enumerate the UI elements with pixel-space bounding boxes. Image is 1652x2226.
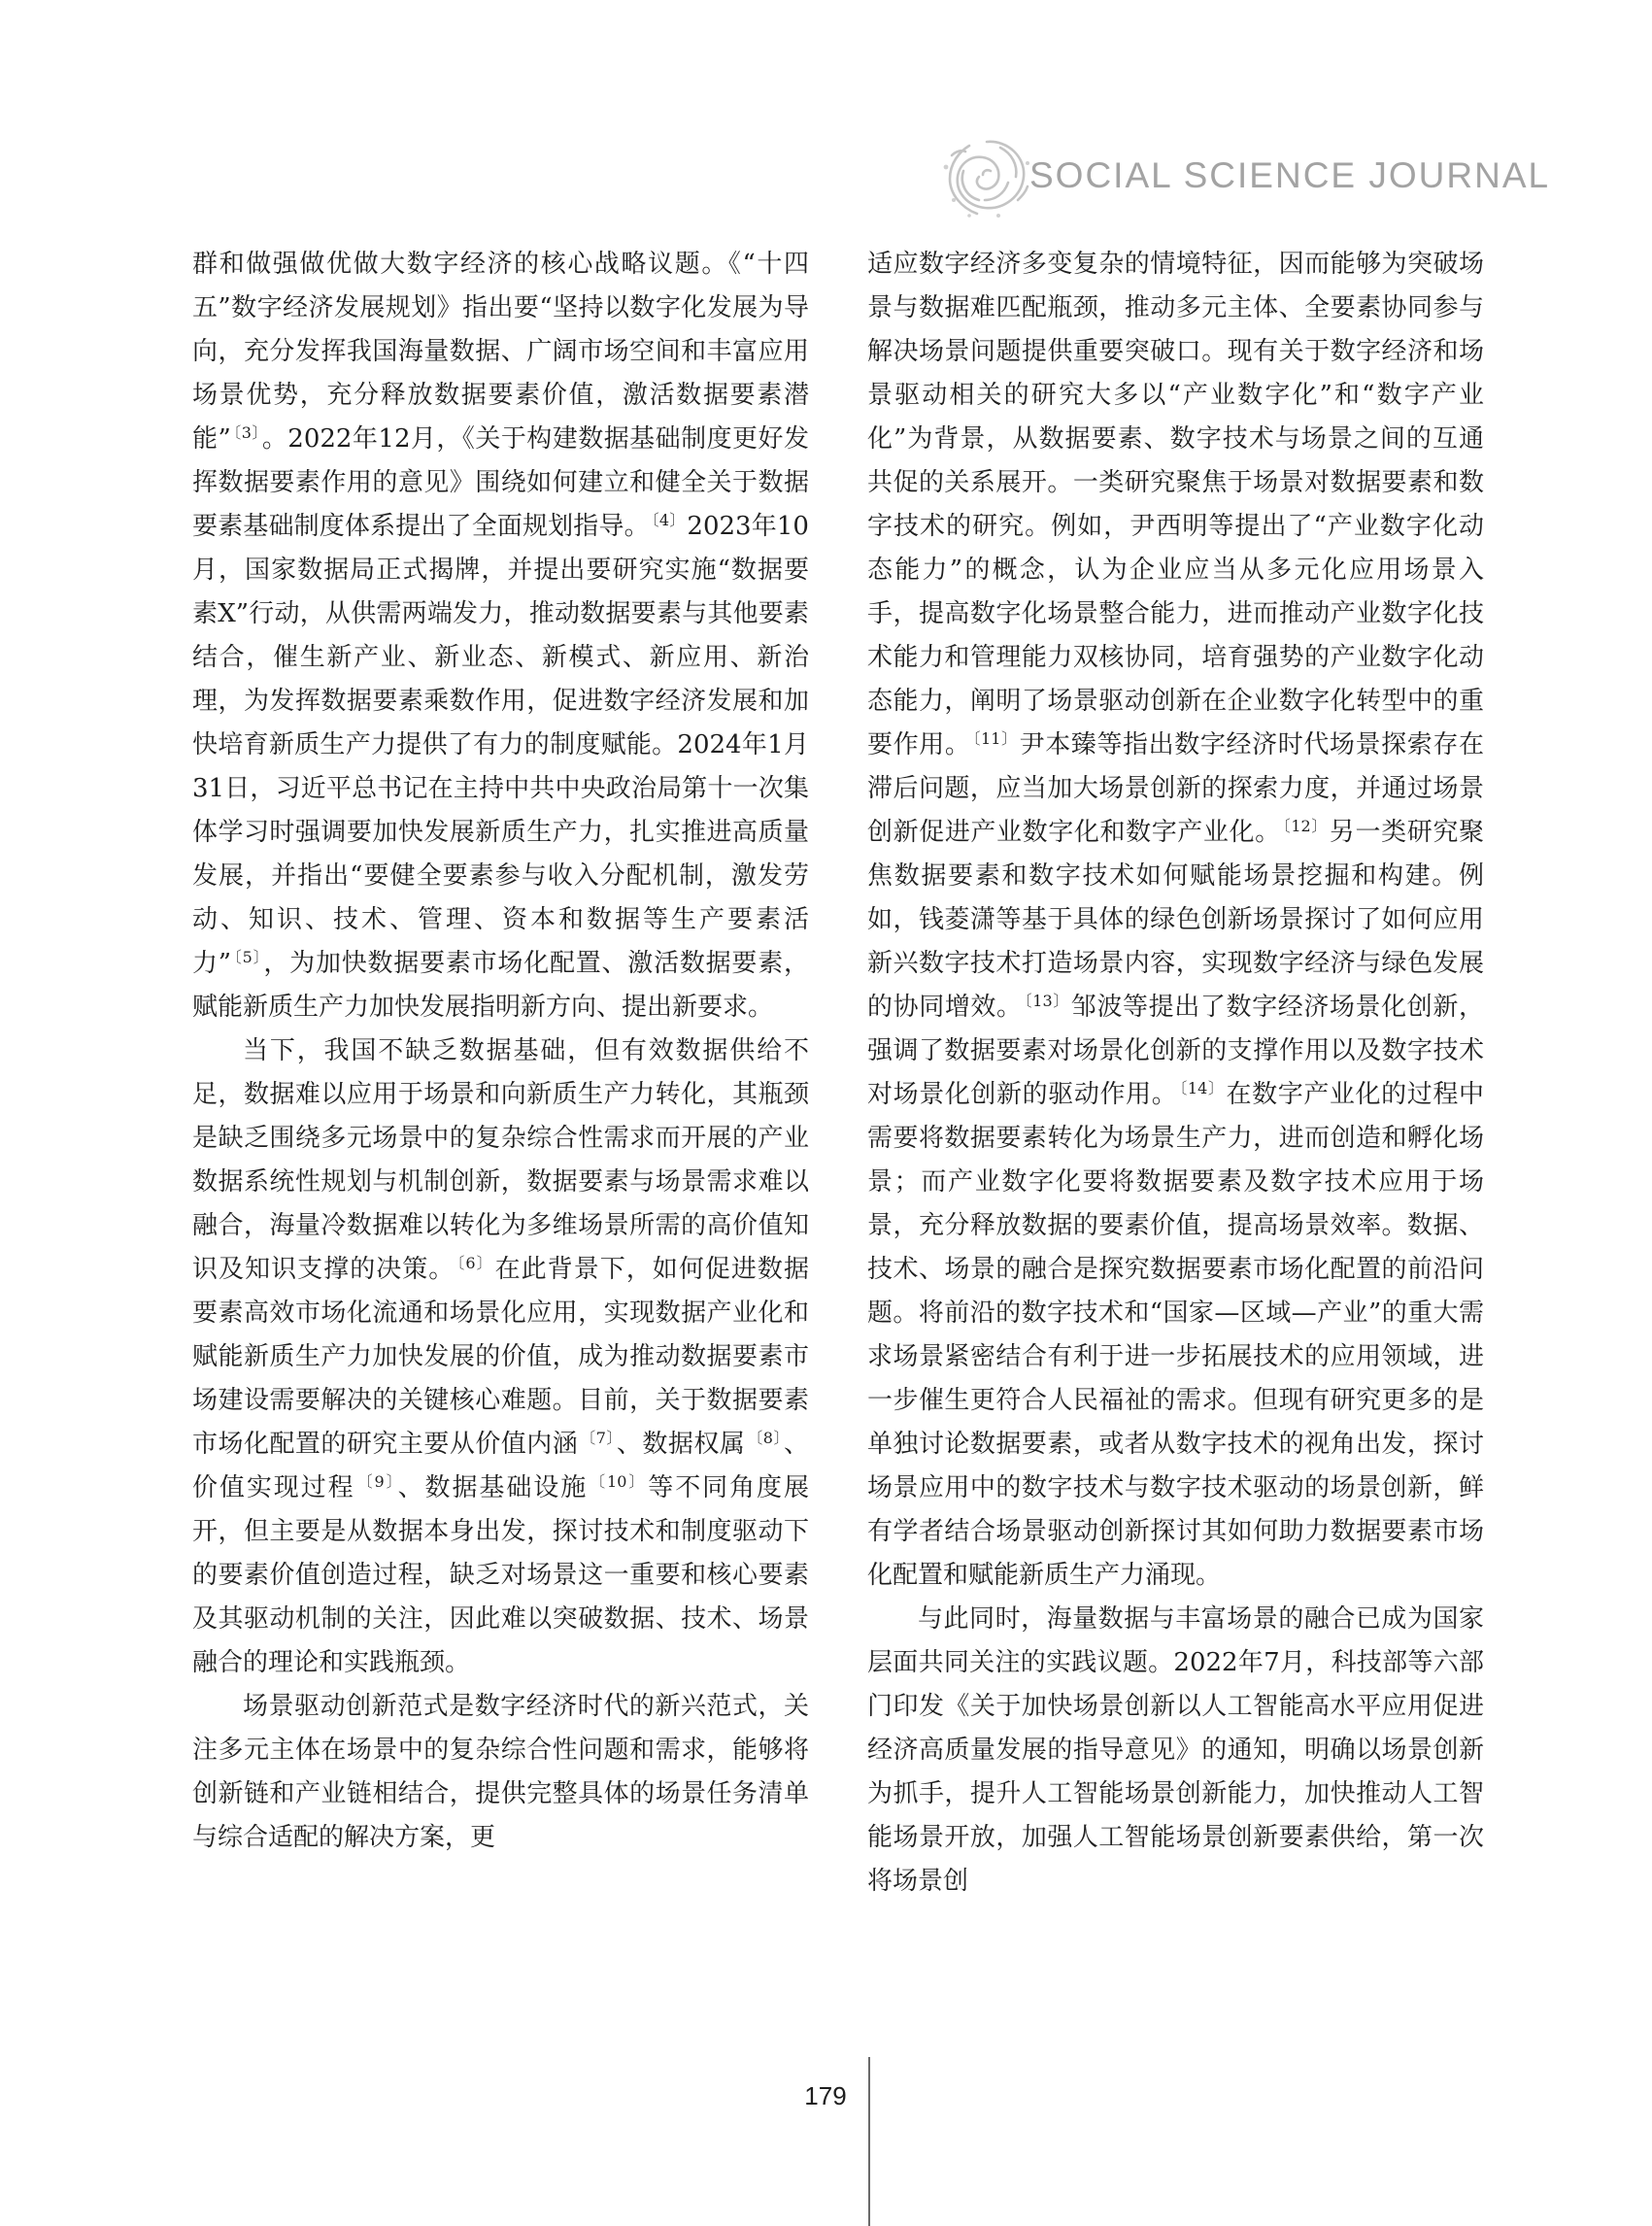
page-number: 179 [804,2081,847,2110]
body-paragraph [192,1029,809,1685]
paragraph-text: 场景驱动创新范式是数字经济时代的新兴范式，关注多元主体在场景中的复杂综合性问题和需求，能够将创新链和产业链相结合，提供完整具体的场景任务清单与综合适配的解决方案，更 [192,1692,809,1852]
paragraph-text: 在数字产业化的过程中需要将数据要素转化为场景生产力，进而创造和孵化场景；而产业数字化要将数据要素及数字技术应用于场景，充分释放数据的要素价值，提高场景效率。数据、技术、场景的融合是探究数据要素市场化配置的前沿问题。将前沿的数字技术和“国家—区域—产业”的重大需求场景紧密结合有利于进一步拓展技术的应用领域，进一步催生更符合人民福祉的需求。但现有研究更多的是单独讨论数据要素，或者从数字技术的视角出发，探讨场景应用中的数字技术与数字技术驱动的场景创新，鲜有学者结合场景驱动创新探讨其如何助力数据要素市场化配置和赋能新质生产力涌现。 [867,1080,1484,1590]
paragraph-text: 当下，我国不缺乏数据基础，但有效数据供给不足，数据难以应用于场景和向新质生产力转化，其瓶颈是缺乏围绕多元场景中的复杂综合性需求而开展的产业数据系统性规划与机制创新，数据要素与场景需求难以融合，海量冷数据难以转化为多维场景所需的高价值知识及知识支撑的决策。 [192,1036,809,1284]
body-paragraph [867,1598,1484,1904]
paragraph-text: 邹波等提出了数字经济场景化创新，强调了数据要素对场景化创新的支撑作用以及数字技术对场景化创新的驱动作用。 [867,993,1484,1109]
paragraph-text: 另一类研究聚焦数据要素和数字技术如何赋能场景挖掘和构建。例如，钱菱潇等基于具体的绿色创新场景探讨了如何应用新兴数字技术打造场景内容，实现数字经济与绿色发展的协同增效。 [867,818,1484,1022]
citation-marker: 〔13〕 [1024,992,1069,1010]
citation-marker: 〔4〕 [651,511,686,529]
paragraph-text: 适应数字经济多变复杂的情境特征，因而能够为突破场景与数据难匹配瓶颈，推动多元主体、全要素协同参与解决场景问题提供重要突破口。现有关于数字经济和场景驱动相关的研究大多以“产业数字化”和“数字产业化”为背景，从数据要素、数字技术与场景之间的互通共促的关系展开。一类研究聚焦于场景对数据要素和数字技术的研究。例如，尹西明等提出了“产业数字化动态能力”的概念，认为企业应当从多元化应用场景入手，提高数字化场景整合能力，进而推动产业数字化技术能力和管理能力双核协同，培育强势的产业数字化动态能力，阐明了场景驱动创新在企业数字化转型中的重要作用。 [867,250,1484,759]
page-divider-rule [868,2057,870,2226]
paragraph-text: 与此同时，海量数据与丰富场景的融合已成为国家层面共同关注的实践议题。2022年7月，科技部等六部门印发《关于加快场景创新以人工智能高水平应用促进经济高质量发展的指导意见》的通知，明确以场景创新为抓手，提升人工智能场景创新能力，加快推动人工智能场景开放，加强人工智能场景创新要素供给，第一次将场景创 [867,1604,1484,1896]
citation-marker: 〔12〕 [1282,817,1328,835]
paragraph-text: 。2022年12月，《关于构建数据基础制度更好发挥数据要素作用的意见》围绕如何建立和健全关于数据要素基础制度体系提出了全面规划指导。 [192,424,809,541]
paragraph-text: 、数据权属 [616,1430,746,1459]
citation-marker: 〔7〕 [580,1429,615,1447]
citation-marker: 〔11〕 [972,729,1018,748]
swirl-cloud-logo-icon [940,132,1033,219]
body-paragraph [192,243,809,1029]
citation-marker: 〔5〕 [233,948,262,966]
paragraph-text: 在此背景下，如何促进数据要素高效市场化流通和场景化应用，实现数据产业化和赋能新质生产力加快发展的价值，成为推动数据要素市场建设需要解决的关键核心难题。目前，关于数据要素市场化配置的研究主要从价值内涵 [192,1255,809,1459]
citation-marker: 〔3〕 [232,423,260,442]
paragraph-text: ，为加快数据要素市场化配置、激活数据要素，赋能新质生产力加快发展指明新方向、提出新要求。 [192,949,809,1022]
journal-title: SOCIAL SCIENCE JOURNAL [1029,155,1551,195]
left-text-column [192,243,809,1860]
paragraph-text: 2023年10月，国家数据局正式揭牌，并提出要研究实施“数据要素X”行动，从供需两端发力，推动数据要素与其他要素结合，催生新产业、新业态、新模式、新应用、新治理，为发挥数据要素乘数作用，促进数字经济发展和加快培育新质生产力提供了有力的制度赋能。2024年1月31日，习近平总书记在主持中共中央政治局第十一次集体学习时强调要加快发展新质生产力，扎实推进高质量发展，并指出“要健全要素参与收入分配机制，激发劳动、知识、技术、管理、资本和数据等生产要素活力” [192,512,809,978]
journal-header [940,132,1551,219]
right-text-column [867,243,1484,1904]
citation-marker: 〔6〕 [456,1254,493,1272]
citation-marker: 〔10〕 [590,1472,647,1491]
citation-marker: 〔14〕 [1179,1079,1225,1097]
paragraph-text: 群和做强做优做大数字经济的核心战略议题。《“十四五”数字经济发展规划》指出要“坚持以数字化发展为导向，充分发挥我国海量数据、广阔市场空间和丰富应用场景优势，充分释放数据要素价值，激活数据要素潜能” [192,250,809,454]
body-paragraph [192,1685,809,1860]
paragraph-text: 尹本臻等指出数字经济时代场景探索存在滞后问题，应当加大场景创新的探索力度，并通过场景创新促进产业数字化和数字产业化。 [867,730,1484,847]
paragraph-text: 等不同角度展开，但主要是从数据本身出发，探讨技术和制度驱动下的要素价值创造过程，缺乏对场景这一重要和核心要素及其驱动机制的关注，因此难以突破数据、技术、场景融合的理论和实践瓶颈。 [192,1473,809,1677]
paragraph-text: 、数据基础设施 [397,1473,589,1502]
paragraph-text: 、价值实现过程 [192,1430,809,1502]
citation-marker: 〔8〕 [747,1429,782,1447]
citation-marker: 〔9〕 [356,1472,396,1491]
body-paragraph [867,243,1484,1598]
